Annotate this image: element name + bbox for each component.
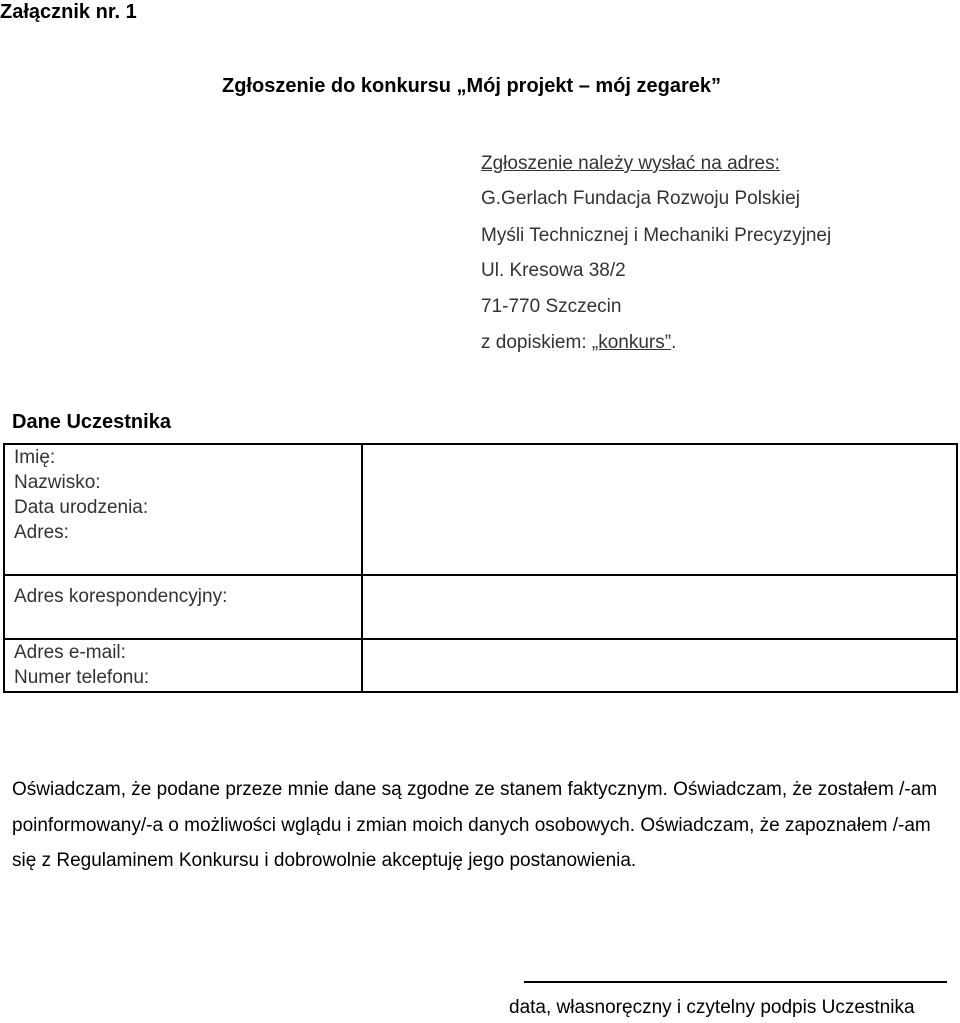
address-note-prefix: z dopiskiem: bbox=[481, 332, 592, 353]
phone-label: Numer telefonu: bbox=[14, 667, 150, 688]
table-row bbox=[4, 575, 957, 639]
page-title: Zgłoszenie do konkursu „Mój projekt – mój zegarek” bbox=[222, 75, 721, 97]
address-label: Adres: bbox=[14, 522, 69, 543]
first-name-label: Imię: bbox=[14, 447, 56, 468]
participant-form-table bbox=[3, 443, 958, 693]
mailing-address-label: Adres korespondencyjny: bbox=[14, 586, 228, 607]
table-row bbox=[4, 444, 957, 575]
annex-label: Załącznik nr. 1 bbox=[0, 1, 137, 23]
address-note-suffix: . bbox=[671, 332, 677, 353]
section-title-participant: Dane Uczestnika bbox=[12, 411, 171, 433]
declaration-text: Oświadczam, że podane przeze mnie dane są zgodne ze stanem faktycznym. Oświadczam, że zostałem /-am poinformowany/-a o możliwości wglądu i zmian moich danych osobowych. Oświadczam, że zapoznałem /-am się z Regulaminem Konkursu i dobrowolnie akceptuję jego postanowienia. bbox=[12, 779, 938, 871]
table-row bbox=[4, 639, 957, 692]
signature-line[interactable] bbox=[524, 981, 947, 983]
address-note-value: „konkurs” bbox=[591, 332, 672, 353]
contact-labels-cell bbox=[4, 639, 362, 692]
address-line-2: Myśli Technicznej i Mechaniki Precyzyjnej bbox=[481, 225, 832, 246]
address-line-1: G.Gerlach Fundacja Rozwoju Polskiej bbox=[481, 188, 800, 209]
mailing-address-label-cell bbox=[4, 575, 362, 639]
signature-label: data, własnoręczny i czytelny podpis Uczestnika bbox=[509, 997, 915, 1018]
email-label: Adres e-mail: bbox=[14, 642, 126, 663]
birth-date-label: Data urodzenia: bbox=[14, 497, 149, 518]
address-note bbox=[481, 331, 676, 355]
contact-data-field[interactable] bbox=[362, 639, 957, 692]
personal-labels-cell bbox=[4, 444, 362, 575]
address-line-4: 71-770 Szczecin bbox=[481, 296, 622, 317]
last-name-label: Nazwisko: bbox=[14, 472, 101, 493]
address-line-3: Ul. Kresowa 38/2 bbox=[481, 260, 626, 281]
mailing-address-field[interactable] bbox=[362, 575, 957, 639]
address-heading: Zgłoszenie należy wysłać na adres: bbox=[481, 153, 780, 174]
personal-data-field[interactable] bbox=[362, 444, 957, 575]
